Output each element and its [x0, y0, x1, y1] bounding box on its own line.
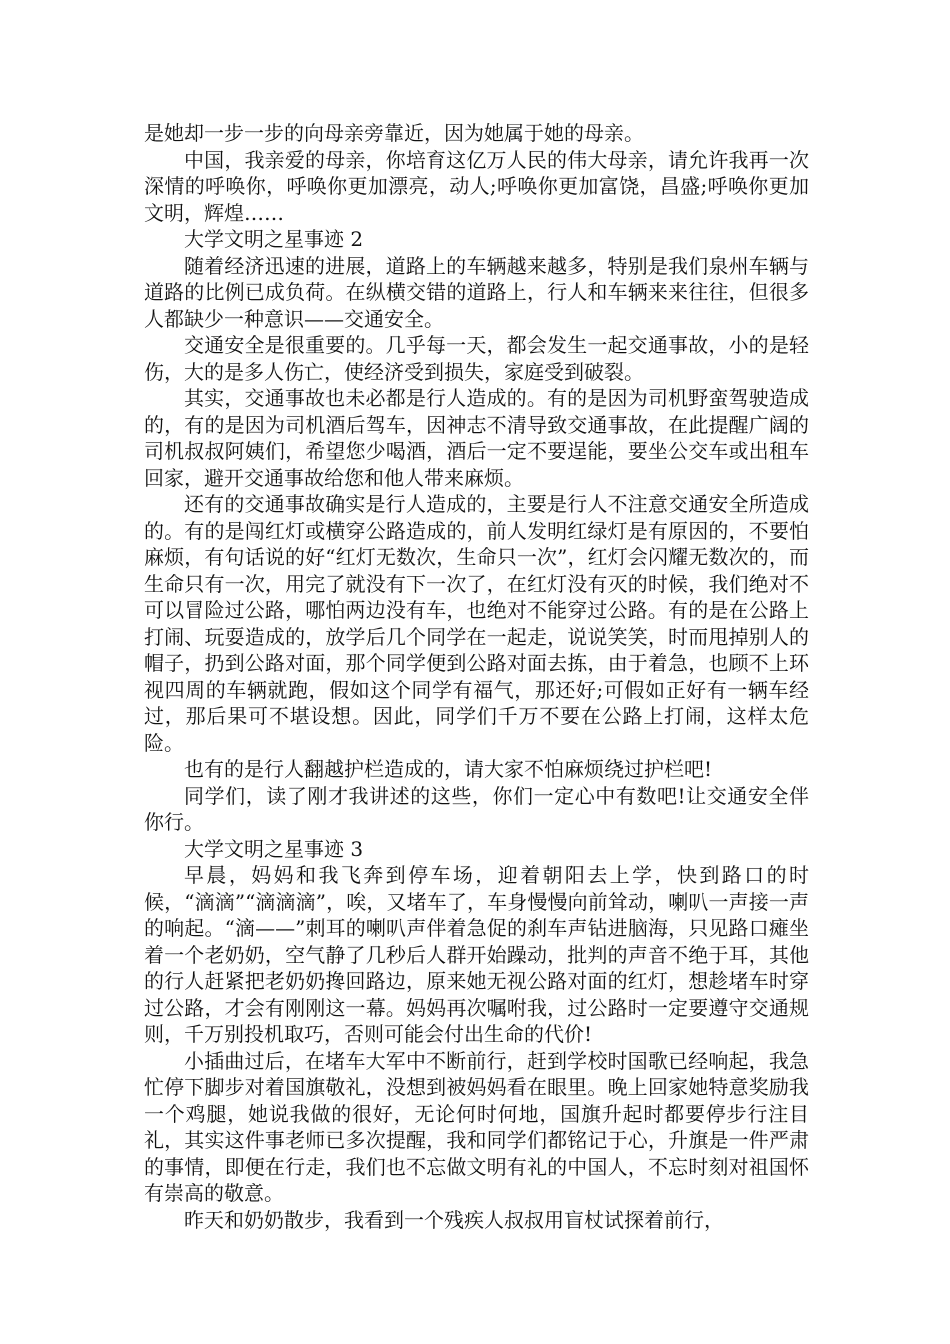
paragraph-3: 随着经济迅速的进展，道路上的车辆越来越多，特别是我们泉州车辆与道路的比例已成负荷。在纵横交错的道路上，行人和车辆来来往往，但很多人都缺少一种意识——交通安全。: [144, 253, 809, 331]
paragraph-6: 还有的交通事故确实是行人造成的，主要是行人不注意交通安全所造成的。有的是闯红灯或横穿公路造成的，前人发明红绿灯是有原因的，不要怕麻烦，有句话说的好“红灯无数次，生命只一次”，红灯会闪耀无数次的，而生命只有一次，用完了就没有下一次了，在红灯没有灭的时候，我们绝对不可以冒险过公路，哪怕两边没有车，也绝对不能穿过公路。有的是在公路上打闹、玩耍造成的，放学后几个同学在一起走，说说笑笑，时而甩掉别人的帽子，扔到公路对面，那个同学便到公路对面去拣，由于着急，也顾不上环视四周的车辆就跑，假如这个同学有福气，那还好;可假如正好有一辆车经过，那后果可不堪设想。因此，同学们千万不要在公路上打闹，这样太危险。: [144, 492, 809, 755]
paragraph-9: 早晨，妈妈和我飞奔到停车场，迎着朝阳去上学，快到路口的时候，“滴滴”“滴滴滴”，唉，又堵车了，车身慢慢向前耸动，喇叭一声接一声的响起。“滴——”刺耳的喇叭声伴着急促的刹车声钻进脑海，只见路口瘫坐着一个老奶奶，空气静了几秒后人群开始躁动，批判的声音不绝于耳，其他的行人赶紧把老奶奶搀回路边，原来她无视公路对面的红灯，想趁堵车时穿过公路，才会有刚刚这一幕。妈妈再次嘱咐我，过公路时一定要遵守交通规则，千万别投机取巧，否则可能会付出生命的代价!: [144, 863, 809, 1046]
paragraph-5: 其实，交通事故也未必都是行人造成的。有的是因为司机野蛮驾驶造成的，有的是因为司机酒后驾车，因神志不清导致交通事故，在此提醒广阔的司机叔叔阿姨们，希望您少喝酒，酒后一定不要逞能，要坐公交车或出租车回家，避开交通事故给您和他人带来麻烦。: [144, 386, 809, 490]
document-page: [144, 120, 809, 1233]
paragraph-7: 也有的是行人翻越护栏造成的，请大家不怕麻烦绕过护栏吧!: [184, 757, 713, 781]
paragraph-2: 中国，我亲爱的母亲，你培育这亿万人民的伟大母亲，请允许我再一次深情的呼唤你，呼唤你更加漂亮，动人;呼唤你更加富饶，昌盛;呼唤你更加文明，辉煌……: [144, 147, 809, 225]
paragraph-10: 小插曲过后，在堵车大军中不断前行，赶到学校时国歌已经响起，我急忙停下脚步对着国旗敬礼，没想到被妈妈看在眼里。晚上回家她特意奖励我一个鸡腿，她说我做的很好，无论何时何地，国旗升起时都要停步行注目礼，其实这件事老师已多次提醒，我和同学们都铭记于心，升旗是一件严肃的事情，即便在行走，我们也不忘做文明有礼的中国人，不忘时刻对祖国怀有崇高的敬意。: [144, 1048, 809, 1205]
paragraph-1: 是她却一步一步的向母亲旁靠近，因为她属于她的母亲。: [144, 121, 644, 145]
paragraph-11: 昨天和奶奶散步，我看到一个残疾人叔叔用盲杖试探着前行，: [184, 1207, 724, 1232]
paragraph-4: 交通安全是很重要的。几乎每一天，都会发生一起交通事故，小的是轻伤，大的是多人伤亡，使经济受到损失，家庭受到破裂。: [144, 333, 809, 384]
section-heading-2: 大学文明之星事迹 2: [184, 227, 364, 251]
section-heading-3: 大学文明之星事迹 3: [184, 836, 364, 861]
paragraph-8: 同学们，读了刚才我讲述的这些，你们一定心中有数吧!让交通安全伴你行。: [144, 783, 809, 834]
